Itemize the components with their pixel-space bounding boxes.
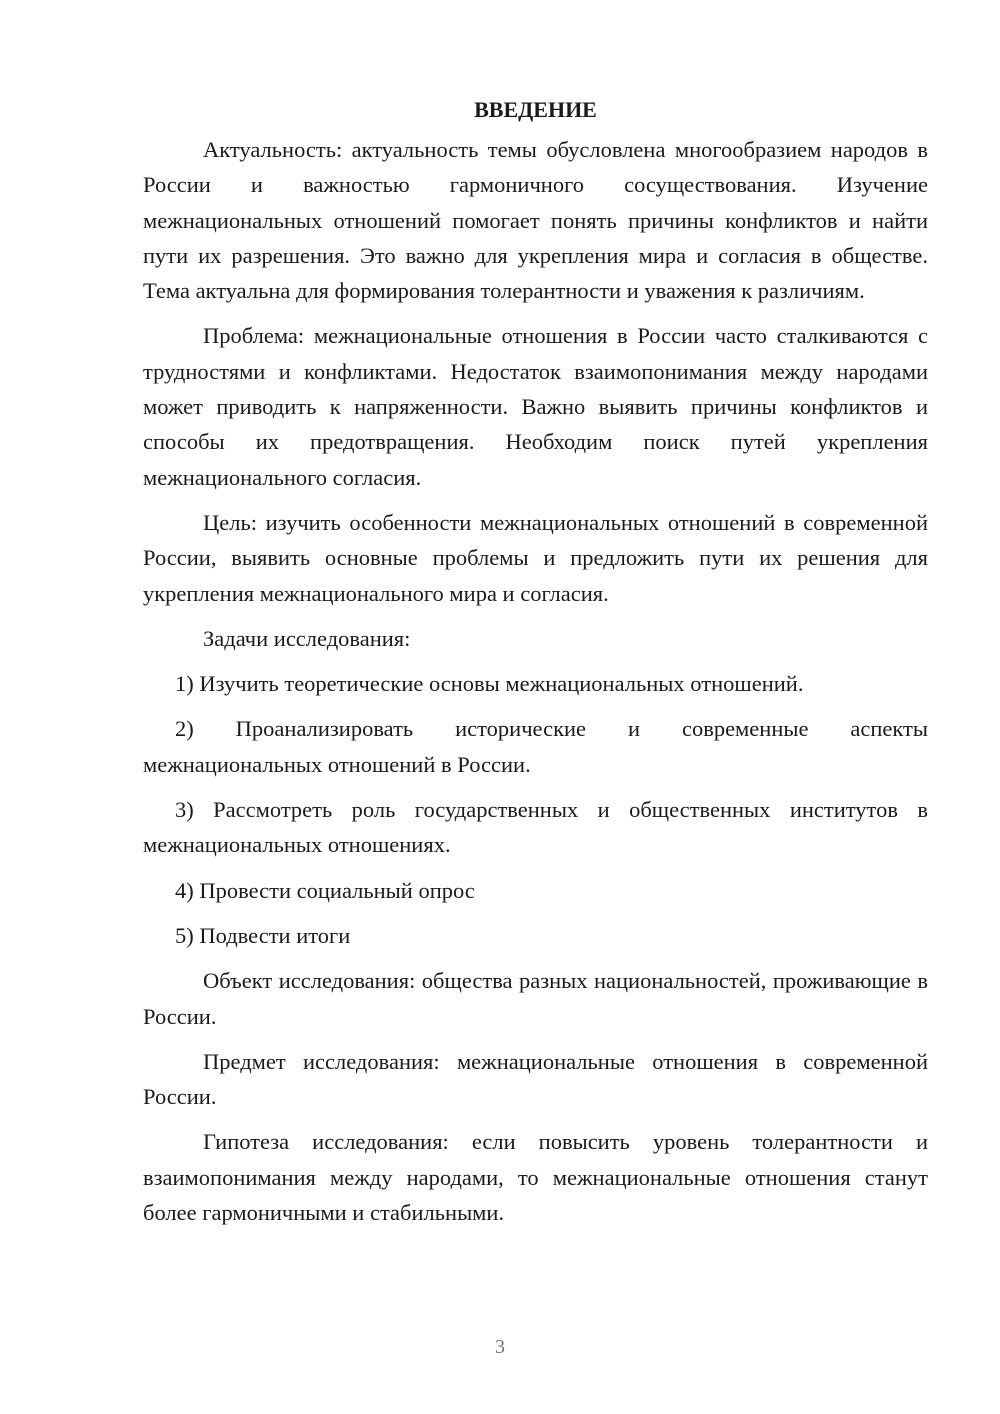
paragraph-tasks-heading: Задачи исследования: xyxy=(203,625,411,651)
paragraph-hypothesis: Гипотеза исследования: если повысить уровень толерантности и взаимопонимания между народами, то межнациональные отношения станут более гармоничными и стабильными. xyxy=(143,1129,928,1226)
task-item-1: 1) Изучить теоретические основы межнациональных отношений. xyxy=(175,671,804,697)
paragraph-subject: Предмет исследования: межнациональные отношения в современной России. xyxy=(143,1048,928,1110)
paragraph-goal: Цель: изучить особенности межнациональных отношений в современной России, выявить основные проблемы и предложить пути их решения для укрепления межнационального мира и согласия. xyxy=(143,509,928,606)
section-title: ВВЕДЕНИЕ xyxy=(474,97,597,122)
page-content xyxy=(143,92,928,1240)
task-item-4: 4) Провести социальный опрос xyxy=(175,877,475,903)
page-number: 3 xyxy=(495,1336,505,1358)
paragraph-relevance: Актуальность: актуальность темы обусловлена многообразием народов в России и важностью гармоничного сосуществования. Изучение межнациональных отношений помогает понять причины конфликтов и найти пути их разрешения. Это важно для укрепления мира и согласия в обществе. Тема актуальна для формирования толерантности и уважения к различиям. xyxy=(143,137,928,304)
task-item-5: 5) Подвести итоги xyxy=(175,922,351,948)
paragraph-object: Объект исследования: общества разных национальностей, проживающие в России. xyxy=(143,968,928,1029)
task-item-2: 2) Проанализировать исторические и современные аспекты межнациональных отношений в России. xyxy=(143,716,928,777)
paragraph-problem: Проблема: межнациональные отношения в России часто сталкиваются с трудностями и конфликтами. Недостаток взаимопонимания между народами может приводить к напряженности. Важно выявить причины конфликтов и способы их предотвращения. Необходим поиск путей укрепления межнационального согласия. xyxy=(143,323,928,490)
task-item-3: 3) Рассмотреть роль государственных и общественных институтов в межнациональных отношениях. xyxy=(143,797,928,858)
